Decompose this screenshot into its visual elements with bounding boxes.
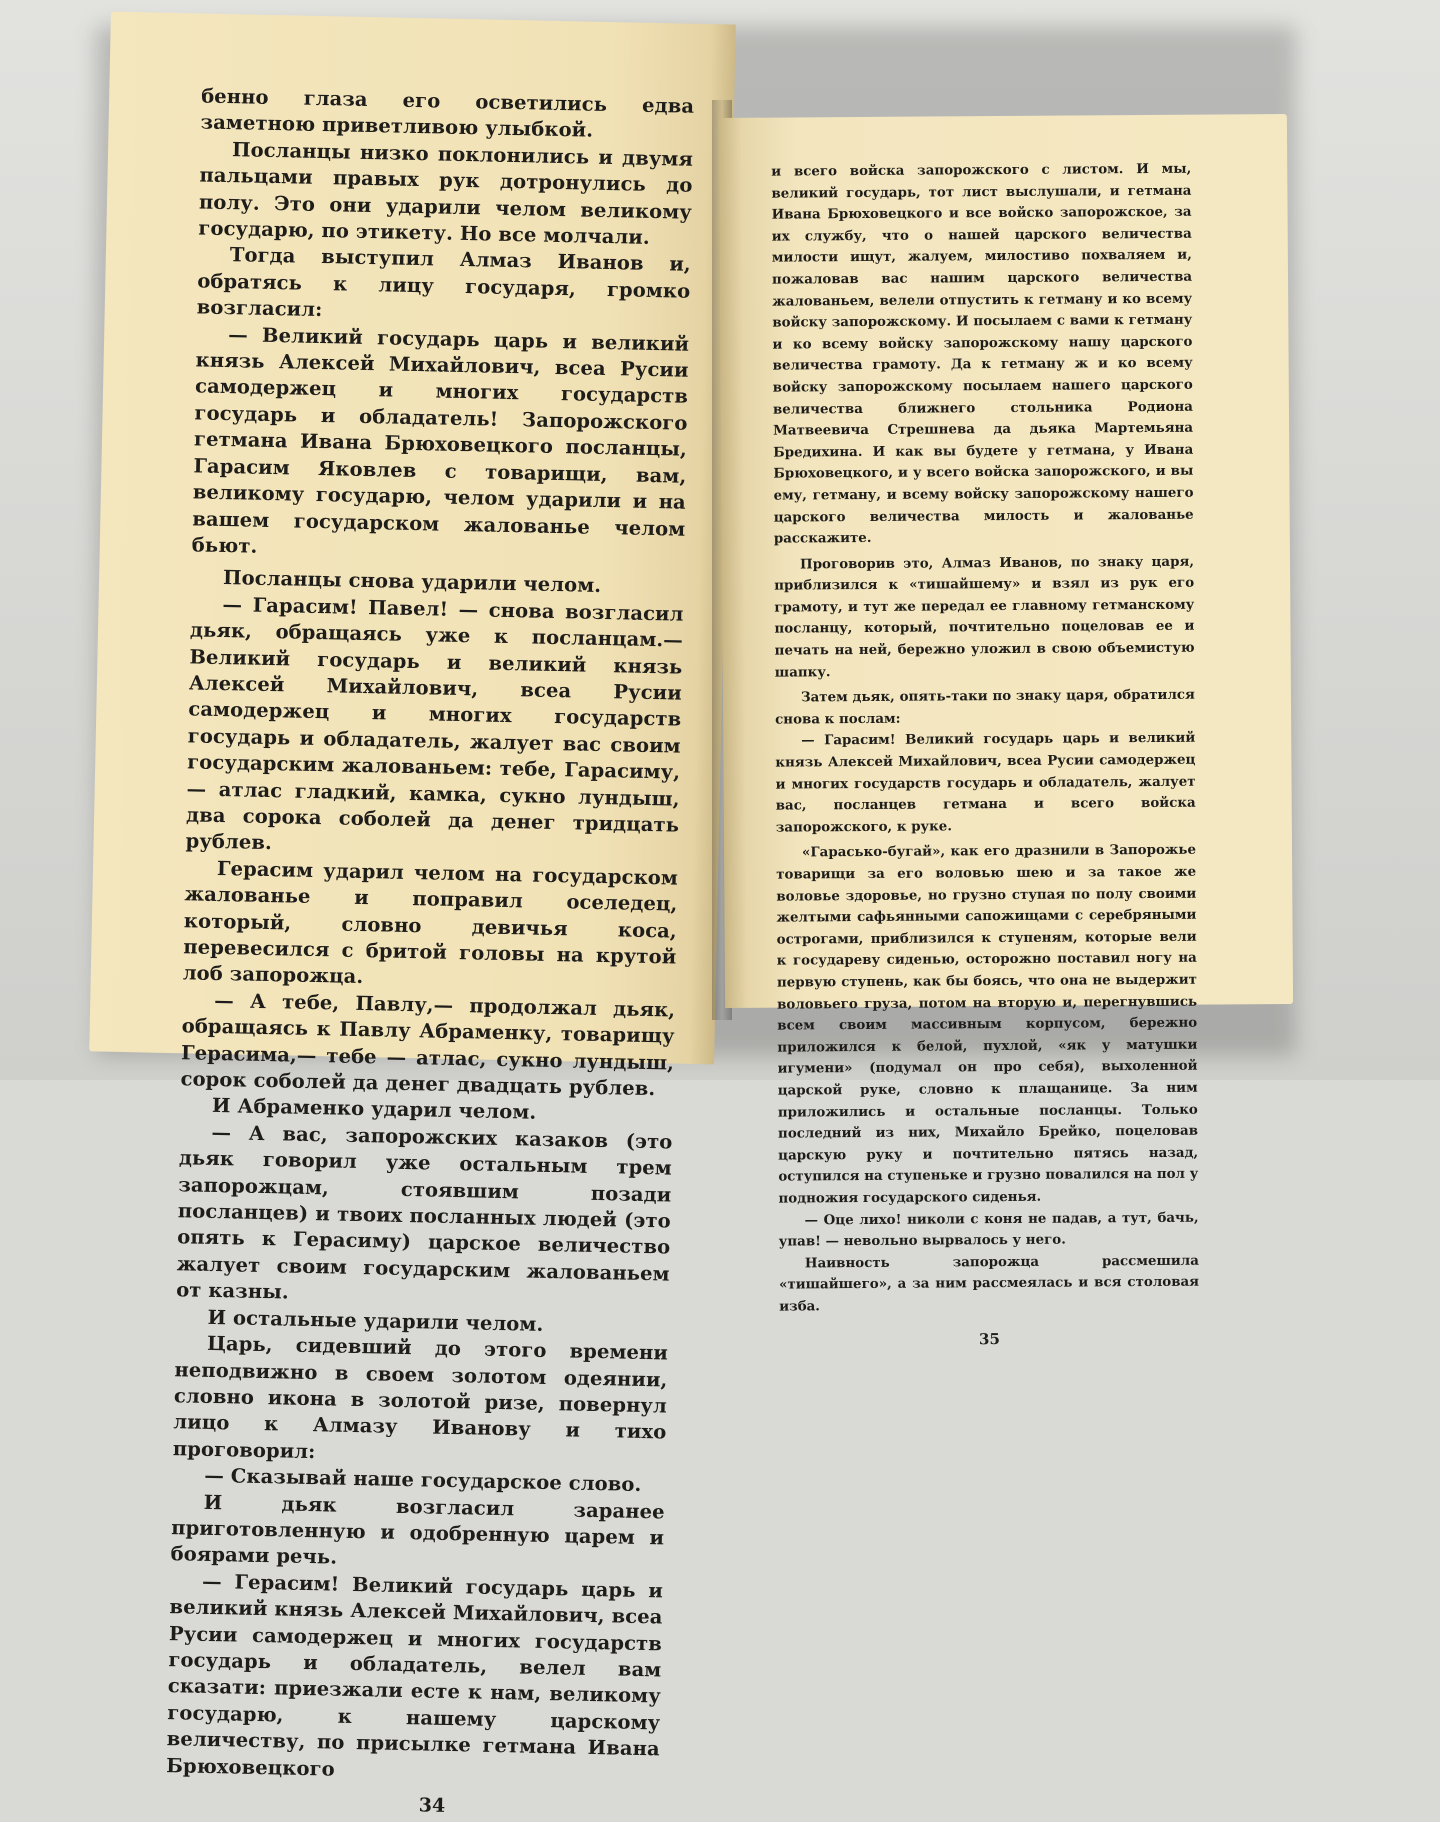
left-paragraph: бенно глаза его осветились едва заметною приветливою улыбкой. [200,84,695,143]
right-paragraph: — Гарасим! Великий государь царь и великий князь Алексей Михайлович, всеа Русии самодержец и многих государств государь и обладатель, жалует вас, посланцев гетмана и всего войска запорожского, к руке. [775,730,1196,836]
page-number-left: 34 [418,1794,446,1817]
right-paragraph: Затем дьяк, опять-таки по знаку царя, обратился снова к послам: [775,686,1195,728]
page-number-right: 35 [978,1330,1000,1349]
left-paragraph: Тогда выступил Алмаз Иванов и, обратясь к лицу государя, громко возгласил: [196,243,692,322]
left-paragraph: — Великий государь царь и великий князь Алексей Михайлович, всеа Русии самодержец и многих государств государь и обладатель! Запорожского гетмана Ивана Брюховецкого посланцы, Гарасим Яковлев с товарищи, вам, великому государю, челом ударили и на вашем государском жалованье челом бьют. [191,322,690,558]
left-paragraph: — Сказывай наше государское слово. [204,1463,642,1497]
left-paragraph: И Абраменко ударил челом. [211,1094,537,1125]
left-page-text [166,83,694,1789]
right-page [719,114,1293,1349]
left-paragraph: — Гарасим! Павел! — снова возгласил дьяк, обращаясь уже к посланцам.— Великий государь и великий князь Алексей Михайлович, всеа Русии самодержец и многих государств государь и обладатель, жалует вас своим государским жалованьем: тебе, Гарасиму,— атлас гладкий, камка, сукно лундыш, два сорока соболей да денег тридцать рублев. [185,592,684,855]
left-paragraph: И остальные ударили челом. [207,1305,544,1336]
left-paragraph: — Герасим! Великий государь царь и великий князь Алексей Михайлович, всеа Русии самодержец и многих государств государь и обладатель, велел вам сказати: приезжали есте к нам, великому государю, к нашему царскому величеству, по присылке гетмана Ивана Брюховецкого [166,1569,664,1781]
left-page [89,12,736,1817]
left-paragraph: Посланцы снова ударили челом. [222,566,602,598]
left-paragraph: Герасим ударил челом на государском жалованье и поправил оселедец, который, словно девичья коса, перевесился с бритой головы на крутой лоб запорожца. [182,856,679,989]
right-paragraph: «Гарасько-бугай», как его дразнили в Запорожье товарищи за его воловью шею и за такое же воловье здоровье, но грузно ступая по полу своими желтыми сафьянными сапожищами с серебряными острогами, приблизился к ступеням, которые вели к государеву сиденью, осторожно поставил ногу на первую ступень, как бы боясь, что она не выдержит воловьего груза, потом на вторую и, перегнувшись всем своим массивным корпусом, бережно приложился к белой, пухлой, «як у матушки игумени» (подумал он про себя), выхоленной царской руке, словно к плащанице. За ним приложились и остальные посланцы. Только последний из них, Михайло Брейко, поцеловав царскую руку и почтительно пятясь назад, оступился на ступеньке и грузно повалился на пол у подножия государского сиденья. [776,842,1199,1207]
right-page-text [771,159,1199,1318]
left-paragraph: Царь, сидевший до этого времени неподвижно в своем золотом одеянии, словно икона в золотой ризе, повернул лицо к Алмазу Иванову и тихо проговорил: [172,1331,669,1463]
right-paragraph: и всего войска запорожского с листом. И мы, великий государь, тот лист выслушали, и гетмана Ивана Брюховецкого и все войско запорожское, за их службу, что о нашей царского величества милости ищут, жалуем, милостиво похваляем и, пожаловав вас нашим царского величества жалованьем, велели отпустить к гетману и ко всему войску запорожскому. И посылаем с вами к гетману и ко всему войску запорожскому нашу царского величества грамоту. Да к гетману ж и ко всему войску запорожскому посылаем нашего царского величества ближнего стольника Родиона Матвеевича Стрешнева да дьяка Мартемьяна Бредихина. И как вы будете у гетмана, у Ивана Брюховецкого, и у всего войска запорожского, и вы ему, гетману, и всему войску запорожскому нашего царского величества милость и жалованье расскажите. [771,160,1194,547]
left-paragraph: — А вас, запорожских казаков (это дьяк говорил уже остальным трем запорожцам, стоявшим позади посланцев) и твоих посланных людей (это опять к Герасиму) царское величество жалует своим государским жалованьем от казны. [175,1120,673,1304]
right-paragraph: Проговорив это, Алмаз Иванов, по знаку царя, приблизился к «тишайшему» и взял из рук его грамоту, и тут же передал ее главному гетманскому посланцу, который, почтительно поцеловав ее и печать на ней, бережно уложил в свою объемистую шапку. [774,553,1195,681]
right-paragraph: — Оце лихо! николи с коня не падав, а тут, бачь, упав! — невольно вырвалось у него. [778,1209,1199,1250]
left-paragraph: И дьяк возгласил заранее приготовленную и одобренную царем и боярами речь. [170,1490,665,1569]
right-paragraph: Наивность запорожца рассмешила «тишайшего», а за ним рассмеялась и вся столовая изба. [778,1252,1200,1315]
left-paragraph: — А тебе, Павлу,— продолжал дьяк, обращаясь к Павлу Абраменку, товарищу Герасима,— тебе — атлас, сукно лундыш, сорок соболей да денег двадцать рублев. [180,988,676,1101]
left-paragraph: Посланцы низко поклонились и двумя пальцами правых рук дотронулись до полу. Это они ударили челом великому государю, по этикету. Но все молчали. [198,137,694,249]
